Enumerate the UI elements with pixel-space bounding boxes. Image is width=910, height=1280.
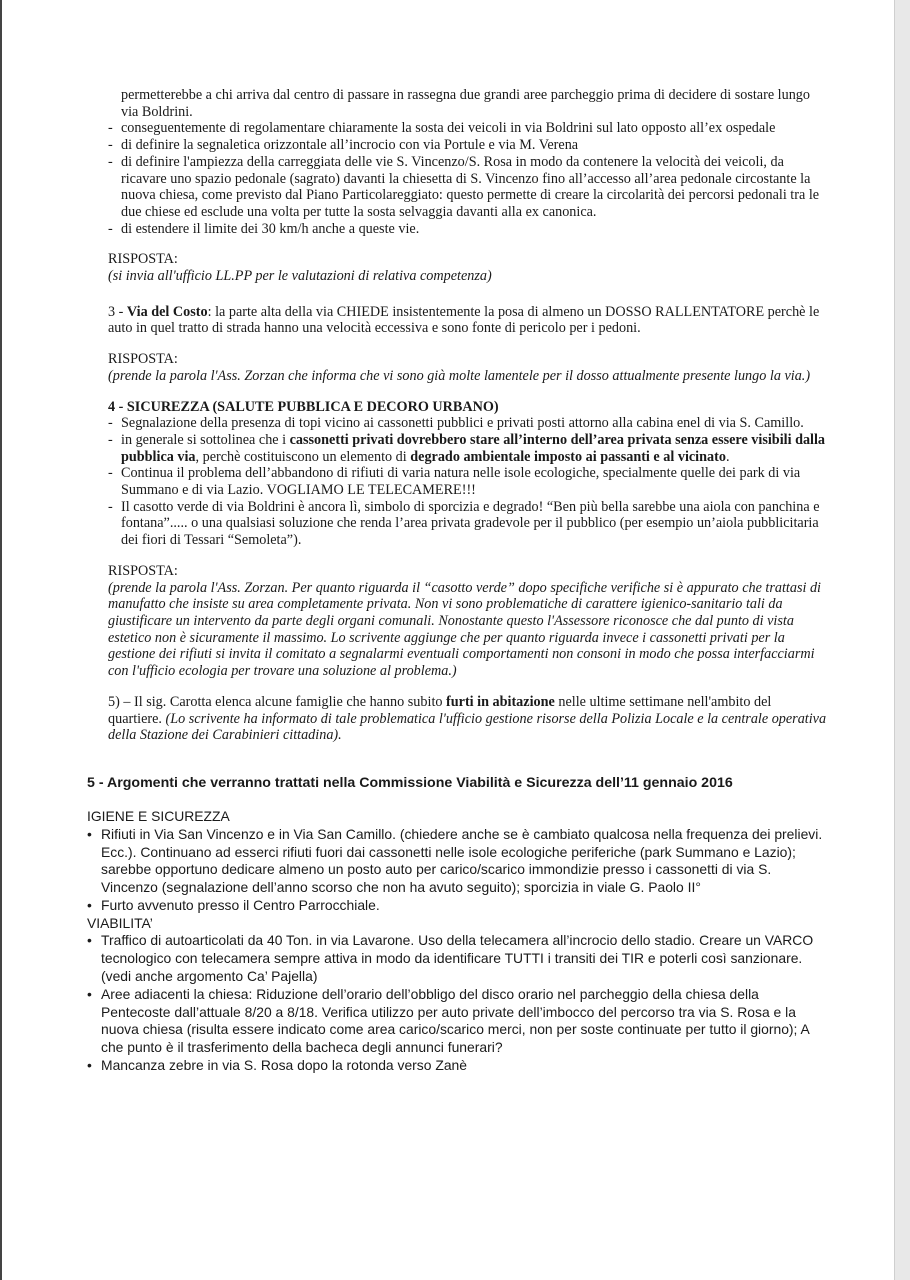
list-item: • Mancanza zebre in via S. Rosa dopo la rotonda verso Zanè	[87, 1057, 828, 1075]
scrollbar[interactable]	[894, 0, 910, 1280]
list-item: - in generale si sottolinea che i cassonetti privati dovrebbero stare all’interno dell’area privata senza essere visibili dalla pubblica via, perchè costituiscono un elemento di degrado ambientale imposto ai passanti e al vicinato.	[108, 432, 828, 465]
list-item: • Rifiuti in Via San Vincenzo e in Via San Camillo. (chiedere anche se è cambiato qualcosa nella frequenza dei prelievi. Ecc.). Continuano ad esserci rifiuti fuori dai cassonetti nelle isole ecologiche periferiche (park Summano e Lazio); sarebbe opportuno dedicare almeno un posto auto per carico/scarico immondizie presso i cassonetti di via S. Vincenzo (segnalazione dell’anno scorso che non ha avuto seguito); sporcizia in viale G. Paolo II°	[87, 826, 828, 897]
list-item: - di estendere il limite dei 30 km/h anche a queste vie.	[108, 221, 828, 238]
page-left-edge	[0, 0, 2, 1280]
risposta-label: RISPOSTA:	[108, 562, 178, 579]
commission-topics	[87, 808, 828, 1075]
category-label-igiene: IGIENE E SICUREZZA	[87, 807, 230, 824]
risposta-label: RISPOSTA:	[108, 251, 178, 268]
list-item: - conseguentemente di regolamentare chiaramente la sosta dei veicoli in via Boldrini sul lato opposto all’ex ospedale	[108, 120, 828, 137]
risposta-text: (prende la parola l'Ass. Zorzan che informa che vi sono già molte lamentele per il dosso attualmente presente lungo la via.)	[108, 367, 811, 384]
list-item: - di definire la segnaletica orizzontale all’incrocio con via Portule e via M. Verena	[108, 137, 828, 154]
risposta-text: (prende la parola l'Ass. Zorzan. Per quanto riguarda il “casotto verde” dopo specifiche verifiche si è appurato che trattasi di manufatto che insiste su area completamente privata. Non vi sono problematiche di carattere igienico-sanitario tali da giustificare un intervento da parte degli organi comunali. Nonostante questo l'Assessore riconosce che dal punto di vista estetico non è sicuramente il massimo. Lo scrivente aggiunge che per quanto riguarda invece i cassonetti privati per la gestione dei rifiuti si invita il comitato a segnalarmi eventuali comportamenti non consoni in modo che possa interfacciarmi con l'ufficio ecologia per trovare una soluzione al problema.)	[108, 579, 822, 680]
viabilita-list	[87, 932, 828, 1074]
list-item: • Traffico di autoarticolati da 40 Ton. in via Lavarone. Uso della telecamera all’incrocio dello stadio. Creare un VARCO tecnologico con telecamera sempre attiva in modo da identificare TUTTI i transiti dei TIR e poterli così sanzionare.(vedi anche argomento Ca’ Pajella)	[87, 932, 828, 985]
list-item: - Segnalazione della presenza di topi vicino ai cassonetti pubblici e privati posti attorno alla cabina enel di via S. Camillo.	[108, 415, 828, 432]
list-item: • Furto avvenuto presso il Centro Parrocchiale.	[87, 897, 828, 915]
list-item: - Continua il problema dell’abbandono di rifiuti di varia natura nelle isole ecologiche, specialmente quelle dei park di via Summano e di via Lazio. VOGLIAMO LE TELECAMERE!!!	[108, 465, 828, 498]
section-heading: 5 - Argomenti che verranno trattati nella Commissione Viabilità e Sicurezza dell’11 gennaio 2016	[87, 774, 733, 791]
risposta-text: (si invia all'ufficio LL.PP per le valutazioni di relativa competenza)	[108, 268, 492, 285]
item-number: 3 -	[108, 303, 127, 320]
list-item: permetterebbe a chi arriva dal centro di passare in rassegna due grandi aree parcheggio prima di decidere di sostare lungo via Boldrini.	[121, 87, 810, 120]
document-page	[87, 87, 828, 1075]
list-item: - Il casotto verde di via Boldrini è ancora lì, simbolo di sporcizia e degrado! “Ben più bella sarebbe una aiola con panchina e fontana”..... o una qualsiasi soluzione che renda l’area privata gradevole per il pubblico (per esempio un’aiola pubblicitaria dei fiori di Tessari “Semoleta”).	[108, 499, 828, 549]
igiene-list	[87, 826, 828, 915]
section-title-sicurezza: 4 - SICUREZZA (SALUTE PUBBLICA E DECORO URBANO)	[108, 398, 499, 415]
furti-paragraph: 5) – Il sig. Carotta elenca alcune famiglie che hanno subito furti in abitazione nelle ultime settimane nell'ambito del quartiere. (Lo scrivente ha informato di tale problematica l'ufficio gestione risorse della Polizia Locale e la centrale operativa della Stazione dei Carabinieri cittadina).	[108, 693, 827, 744]
list-item: • Aree adiacenti la chiesa: Riduzione dell’orario dell’obbligo del disco orario nel parcheggio della chiesa della Pentecoste dall’attuale 8/20 a 8/18. Verifica utilizzo per auto private dell’imbocco del percorso tra via S. Rosa e la nuova chiesa (risulta essere indicato come area carico/scarico merci, non per soste continuate per tutto il giorno); A che punto è il trasferimento della bacheca degli annunci funerari?	[87, 986, 828, 1057]
category-label-viabilita: VIABILITA’	[87, 914, 153, 931]
risposta-label: RISPOSTA:	[108, 351, 178, 368]
via-del-costo-paragraph	[108, 304, 828, 337]
sicurezza-list	[108, 415, 828, 549]
proposal-list	[108, 87, 828, 237]
item-text: : la parte alta della via CHIEDE insistentemente la posa di almeno un DOSSO RALLENTATORE perchè le auto in quel tratto di strada hanno una velocità eccessiva e sono fonte di pericolo per i pedoni.	[108, 303, 820, 337]
item-title: Via del Costo	[126, 303, 208, 320]
list-item: - di definire l'ampiezza della carreggiata delle vie S. Vincenzo/S. Rosa in modo da contenere la velocità dei veicoli, da ricavare uno spazio pedonale (sagrato) davanti la chiesetta di S. Vincenzo fino all’accesso all’area pedonale circostante la nuova chiesa, come previsto dal Piano Particolareggiato: questo permette di creare la circolarità dei percorsi pedonali tra le due chiese ed esclude una volta per tutte la sosta selvaggia davanti alla ex canonica.	[108, 154, 828, 221]
